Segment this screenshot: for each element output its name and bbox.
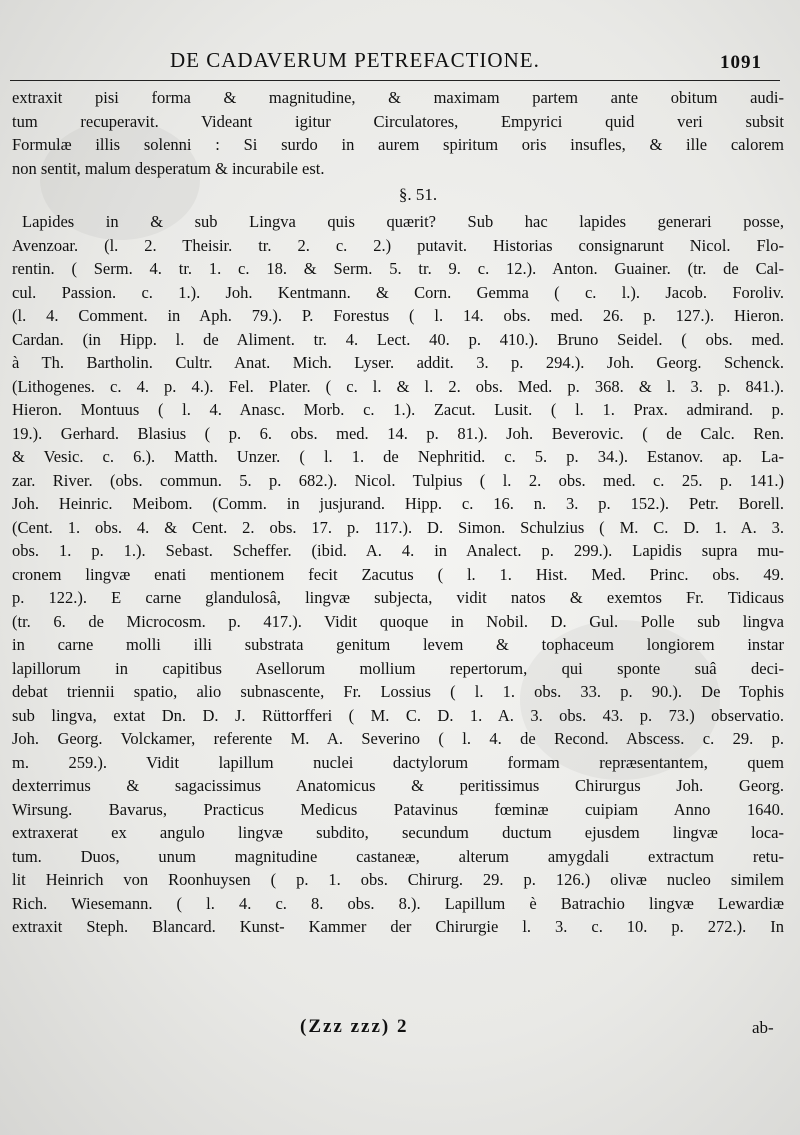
- text-line: extraxerat ex angulo lingvæ subdito, secundum ductum ejusdem lingvæ loca-: [12, 823, 784, 842]
- text-line: Joh. Georg. Volckamer, referente M. A. Severino ( l. 4. de Recond. Abscess. c. 29. p.: [12, 729, 784, 748]
- text-line: lapillorum in capitibus Asellorum mollium repertorum, qui sponte suâ deci-: [12, 658, 784, 678]
- body-text: [12, 86, 784, 939]
- text-line: (tr. 6. de Microcosm. p. 417.). Vidit quoque in Nobil. D. Gul. Polle sub lingva: [12, 611, 784, 631]
- text-line: Joh. Heinric. Meibom. (Comm. in jusjurand. Hipp. c. 16. n. 3. p. 152.). Petr. Borell.: [12, 494, 784, 513]
- text-line: Formulæ illis solenni : Si surdo in aurem spiritum oris insufles, & ille calorem: [12, 135, 784, 154]
- text-line: lit Heinrich von Roonhuysen ( p. 1. obs. Chirurg. 29. p. 126.) olivæ nucleo similem: [12, 870, 784, 889]
- paragraph-continuation: [12, 86, 784, 180]
- text-line: (l. 4. Comment. in Aph. 79.). P. Forestus ( l. 14. obs. med. 26. p. 127.). Hieron.: [12, 306, 784, 325]
- text-line: Cardan. (in Hipp. l. de Aliment. tr. 4. Lect. 40. p. 410.). Bruno Seidel. ( obs. med.: [12, 329, 784, 349]
- text-line: & Vesic. c. 6.). Matth. Unzer. ( l. 1. de Nephritid. c. 5. p. 34.). Estanov. ap. La-: [12, 447, 784, 466]
- text-line: p. 122.). E carne glandulosâ, lingvæ subjecta, vidit natos & exemtos Fr. Tidicaus: [12, 588, 784, 607]
- paragraph-section-51: [12, 210, 784, 939]
- text-line: non sentit, malum desperatum & incurabile est.: [12, 158, 325, 178]
- text-line: in carne molli illi substrata genitum levem & tophaceum longiorem instar: [12, 635, 784, 654]
- text-line: Avenzoar. (l. 2. Theisir. tr. 2. c. 2.) putavit. Historias consignarunt Nicol. Flo-: [12, 235, 784, 255]
- text-line: obs. 1. p. 1.). Sebast. Scheffer. (ibid. A. 4. in Analect. p. 299.). Lapidis supra mu-: [12, 541, 784, 560]
- page-header: [0, 44, 800, 84]
- text-line: cronem lingvæ enati mentionem fecit Zacutus ( l. 1. Hist. Med. Princ. obs. 49.: [12, 564, 784, 584]
- text-line: Hieron. Montuus ( l. 4. Anasc. Morb. c. 1.). Zacut. Lusit. ( l. 1. Prax. admirand. p.: [12, 400, 784, 419]
- section-heading: §. 51.: [398, 185, 438, 204]
- text-line: dexterrimus & sagacissimus Anatomicus & peritissimus Chirurgus Joh. Georg.: [12, 776, 784, 795]
- text-line: Wirsung. Bavarus, Practicus Medicus Patavinus fœminæ cuipiam Anno 1640.: [12, 799, 784, 819]
- text-line: (Cent. 1. obs. 4. & Cent. 2. obs. 17. p. 117.). D. Simon. Schulzius ( M. C. D. 1. A. 3.: [12, 517, 784, 537]
- text-line: 19.). Gerhard. Blasius ( p. 6. obs. med. 14. p. 81.). Joh. Beverovic. ( de Calc. Ren.: [12, 423, 784, 443]
- text-line: extraxit pisi forma & magnitudine, & maximam partem ante obitum audi-: [12, 88, 784, 107]
- text-line: extraxit Steph. Blancard. Kunst- Kammer der Chirurgie l. 3. c. 10. p. 272.). In: [12, 917, 784, 936]
- signature-mark: (Zzz zzz) 2: [300, 1016, 409, 1037]
- text-line: tum recuperavit. Videant igitur Circulatores, Empyrici quid veri subsit: [12, 111, 784, 131]
- text-line: à Th. Bartholin. Cultr. Anat. Mich. Lyser. addit. 3. p. 294.). Joh. Georg. Schenck.: [12, 353, 784, 372]
- text-line: Rich. Wiesemann. ( l. 4. c. 8. obs. 8.). Lapillum è Batrachio lingvæ Lewardiæ: [12, 893, 784, 913]
- page-number: 1091: [720, 52, 762, 73]
- text-line: zar. River. (obs. commun. 5. p. 682.). Nicol. Tulpius ( l. 2. obs. med. c. 25. p. 141.): [12, 470, 784, 490]
- text-line: sub lingva, extat Dn. D. J. Rüttorfferi ( M. C. D. 1. A. 3. obs. 43. p. 73.) observatio.: [12, 705, 784, 725]
- header-rule: [10, 80, 780, 81]
- text-line: Lapides in & sub Lingva quis quærit? Sub hac lapides generari posse,: [22, 212, 784, 231]
- text-line: rentin. ( Serm. 4. tr. 1. c. 18. & Serm. 5. tr. 9. c. 12.). Anton. Guainer. (tr. de Cal-: [12, 259, 784, 278]
- text-line: (Lithogenes. c. 4. p. 4.). Fel. Plater. ( c. l. & l. 2. obs. Med. p. 368. & l. 3. p. 841.).: [12, 376, 784, 396]
- page-footer: [0, 1016, 800, 1046]
- text-line: tum. Duos, unum magnitudine castaneæ, alterum amygdali extractum retu-: [12, 846, 784, 866]
- catchword: ab-: [752, 1018, 774, 1037]
- running-title: DE CADAVERUM PETREFACTIONE.: [170, 48, 540, 72]
- text-line: cul. Passion. c. 1.). Joh. Kentmann. & Corn. Gemma ( c. l.). Jacob. Foroliv.: [12, 282, 784, 302]
- text-line: m. 259.). Vidit lapillum nuclei dactylorum formam repræsentantem, quem: [12, 752, 784, 772]
- text-line: debat triennii spatio, alio subnascente, Fr. Lossius ( l. 1. obs. 33. p. 90.). De Tophis: [12, 682, 784, 701]
